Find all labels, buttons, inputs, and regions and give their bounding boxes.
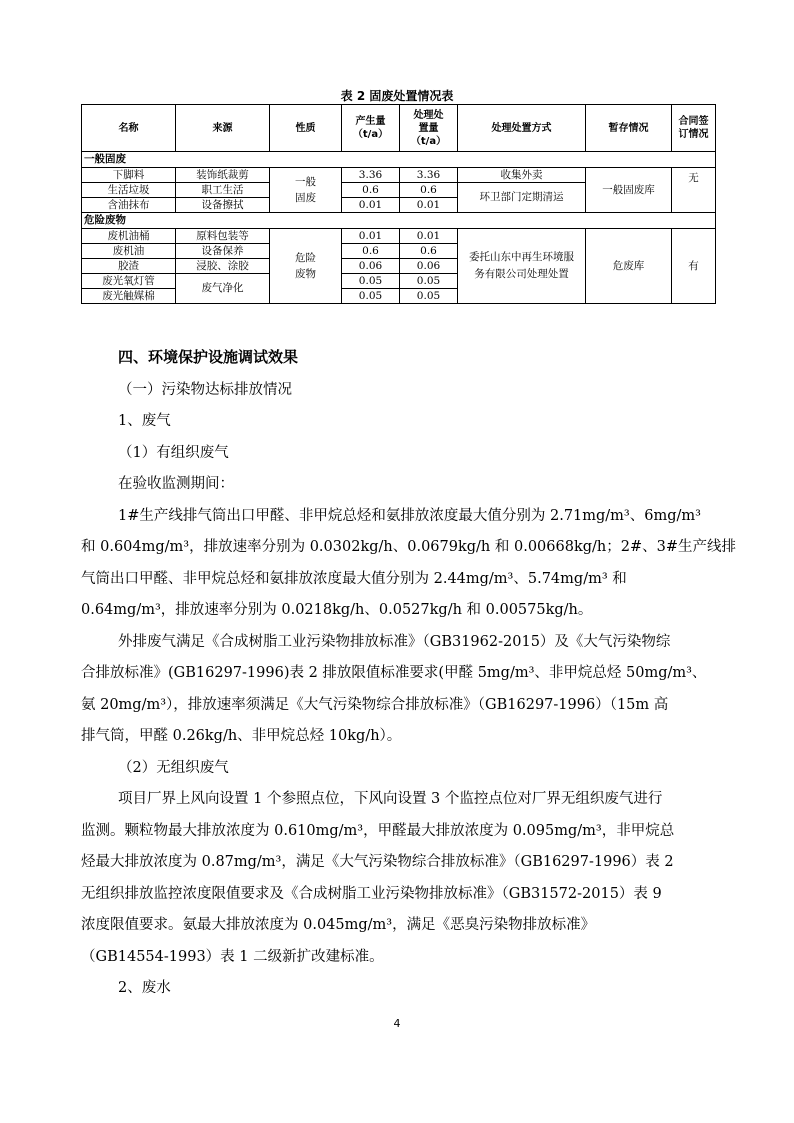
subsection-title: （一）污染物达标排放情况 (118, 382, 292, 398)
cell-source: 原料包装等 (176, 229, 270, 244)
category-row-hazard (82, 213, 716, 229)
cell-general-storage: 一般固废库 (586, 168, 672, 213)
cell-dispose: 0.01 (400, 198, 458, 213)
cell-hazard-nature: 危险废物 (270, 229, 342, 304)
category-row-general (82, 152, 716, 168)
cell-source: 设备擦拭 (176, 198, 270, 213)
header-source: 来源 (176, 105, 270, 152)
sub-item-heading: （2）无组织废气 (118, 760, 229, 776)
item-heading: 2、废水 (118, 980, 171, 996)
solid-waste-table (81, 104, 716, 304)
sub-item-heading: （1）有组织废气 (118, 445, 229, 461)
paragraph-line: 项目厂界上风向设置 1 个参照点位，下风向设置 3 个监控点位对厂界无组织废气进行 (118, 791, 663, 807)
page-number: 4 (393, 1017, 401, 1030)
cell-source: 设备保养 (176, 244, 270, 259)
paragraph-line: 排气筒，甲醛 0.26kg/h、非甲烷总烃 10kg/h）。 (81, 728, 402, 744)
cell-dispose: 0.6 (400, 183, 458, 198)
paragraph-line: 0.64mg/m³，排放速率分别为 0.0218kg/h、0.0527kg/h 和 0.00575kg/h。 (81, 602, 593, 618)
cell-source: 浸胶、涂胶 (176, 259, 270, 274)
cell-source: 装饰纸裁剪 (176, 168, 270, 183)
cell-name: 生活垃圾 (82, 183, 176, 198)
cell-produce: 0.6 (342, 183, 400, 198)
cell-name: 胶渣 (82, 259, 176, 274)
cell-produce: 0.6 (342, 244, 400, 259)
cell-name: 废机油 (82, 244, 176, 259)
cell-dispose: 0.01 (400, 229, 458, 244)
cell-hazard-method: 委托山东中再生环境服务有限公司处理处置 (458, 229, 586, 304)
category-general: 一般固废 (82, 152, 716, 168)
header-method: 处理处置方式 (458, 105, 586, 152)
table-row (82, 229, 716, 244)
cell-method-sell: 收集外卖 (458, 168, 586, 183)
header-name: 名称 (82, 105, 176, 152)
cell-produce: 0.06 (342, 259, 400, 274)
header-nature: 性质 (270, 105, 342, 152)
cell-source: 职工生活 (176, 183, 270, 198)
cell-name: 废光触媒棉 (82, 289, 176, 304)
cell-source: 废气净化 (176, 274, 270, 304)
table-row (82, 168, 716, 183)
section-title: 四、环境保护设施调试效果 (118, 348, 299, 366)
cell-name: 废机油桶 (82, 229, 176, 244)
cell-name: 废光氧灯管 (82, 274, 176, 289)
paragraph-line: 浓度限值要求。氨最大排放浓度为 0.045mg/m³，满足《恶臭污染物排放标准》 (81, 917, 596, 933)
table-caption: 表 2 固废处置情况表 (340, 89, 454, 103)
cell-dispose: 3.36 (400, 168, 458, 183)
table-header-row (82, 105, 716, 152)
cell-produce: 0.05 (342, 289, 400, 304)
cell-dispose: 0.06 (400, 259, 458, 274)
cell-general-contract: 无 (672, 168, 716, 213)
paragraph-line: 无组织排放监控浓度限值要求及《合成树脂工业污染物排放标准》（GB31572-2015）表 9 (81, 886, 662, 902)
cell-hazard-contract: 有 (672, 229, 716, 304)
item-heading: 1、废气 (118, 413, 171, 429)
paragraph-line: 氨 20mg/m³），排放速率须满足《大气污染物综合排放标准》（GB16297-1996）（15m 高 (81, 697, 669, 713)
cell-dispose: 0.05 (400, 289, 458, 304)
cell-name: 含油抹布 (82, 198, 176, 213)
paragraph-line: 监测。颗粒物最大排放浓度为 0.610mg/m³，甲醛最大排放浓度为 0.095mg/m³，非甲烷总 (81, 823, 675, 839)
header-dispose: 处理处 置量 （t/a） (400, 105, 458, 152)
paragraph-line: （GB14554-1993）表 1 二级新扩改建标准。 (81, 949, 384, 965)
intro-text: 在验收监测期间： (118, 476, 234, 492)
paragraph-line: 外排废气满足《合成树脂工业污染物排放标准》（GB31962-2015）及《大气污染物综 (118, 634, 671, 650)
cell-dispose: 0.6 (400, 244, 458, 259)
category-hazard: 危险废物 (82, 213, 716, 229)
cell-general-nature: 一般固废 (270, 168, 342, 213)
paragraph-line: 气筒出口甲醛、非甲烷总烃和氨排放浓度最大值分别为 2.44mg/m³、5.74mg/m³ 和 (81, 571, 627, 587)
header-storage: 暂存情况 (586, 105, 672, 152)
paragraph-line: 和 0.604mg/m³，排放速率分别为 0.0302kg/h、0.0679kg/h 和 0.00668kg/h；2#、3#生产线排 (81, 539, 736, 555)
cell-produce: 0.01 (342, 229, 400, 244)
header-contract: 合同签 订情况 (672, 105, 716, 152)
paragraph-line: 烃最大排放浓度为 0.87mg/m³，满足《大气污染物综合排放标准》（GB16297-1996）表 2 (81, 854, 674, 870)
paragraph-line: 1#生产线排气筒出口甲醛、非甲烷总烃和氨排放浓度最大值分别为 2.71mg/m³、6mg/m³ (118, 508, 701, 524)
paragraph-line: 合排放标准》(GB16297-1996)表 2 排放限值标准要求(甲醛 5mg/m³、非甲烷总烃 50mg/m³、 (81, 665, 707, 681)
header-produce: 产生量 （t/a） (342, 105, 400, 152)
cell-produce: 0.01 (342, 198, 400, 213)
cell-hazard-storage: 危废库 (586, 229, 672, 304)
cell-name: 下脚料 (82, 168, 176, 183)
cell-produce: 3.36 (342, 168, 400, 183)
cell-dispose: 0.05 (400, 274, 458, 289)
cell-produce: 0.05 (342, 274, 400, 289)
cell-method-sanitation: 环卫部门定期清运 (458, 183, 586, 213)
